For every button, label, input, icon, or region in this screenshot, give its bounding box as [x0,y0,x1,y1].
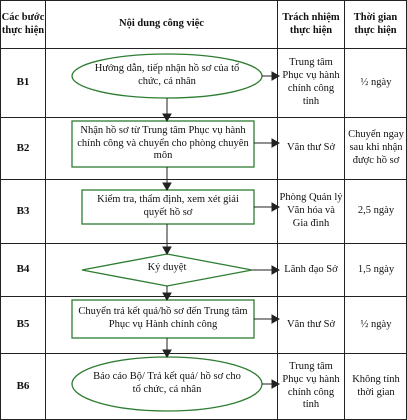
step-label: B6 [16,379,30,392]
flow-step-text: Ký duyệt [147,261,187,273]
responsibility-cell: Văn thư Sở [287,318,335,330]
step-label: B4 [16,263,30,276]
time-cell: ½ ngày [360,76,392,88]
time-cell: 1,5 ngày [357,263,395,275]
step-label: B3 [16,204,30,217]
time-cell: 2,5 ngày [357,205,395,217]
responsibility-cell: Lãnh đạo Sở [284,263,338,275]
time-cell: Không tính thời gian [352,373,400,398]
flow-step-text: Kiểm tra, thẩm định, xem xét giải quyết hồ sơ [97,194,239,218]
header-responsibility: Trách nhiệm thực hiện [282,11,340,36]
responsibility-cell: Văn thư Sở [287,142,335,154]
header-steps: Các bước thực hiện [1,11,45,36]
header-content: Nội dung công việc [119,18,204,30]
responsibility-cell: Trung tâm Phục vụ hành chính công tỉnh [282,360,340,411]
flow-step-text: Hướng dẫn, tiếp nhận hồ sơ của tổ chức, cá nhân [94,63,240,87]
flow-step-text: Nhận hồ sơ từ Trung tâm Phục vụ hành chính công và chuyển cho phòng chuyên môn [77,125,249,162]
step-label: B1 [16,76,30,89]
step-label: B5 [16,318,30,331]
time-cell: Chuyển ngay sau khi nhận được hồ sơ [348,129,404,166]
responsibility-cell: Trung tâm Phục vụ hành chính công tỉnh [282,57,340,107]
step-label: B2 [16,141,30,154]
flow-step-text: Báo cáo Bộ/ Trả kết quả/ hồ sơ cho tổ chức, cá nhân [93,371,241,395]
header-time: Thời gian thực hiện [353,11,398,36]
flow-step-text: Chuyển trả kết quả/hồ sơ đến Trung tâm Phục vụ Hành chính công [78,306,248,330]
responsibility-cell: Phòng Quản lý Văn hóa và Gia đình [279,192,343,229]
time-cell: ½ ngày [360,318,392,330]
